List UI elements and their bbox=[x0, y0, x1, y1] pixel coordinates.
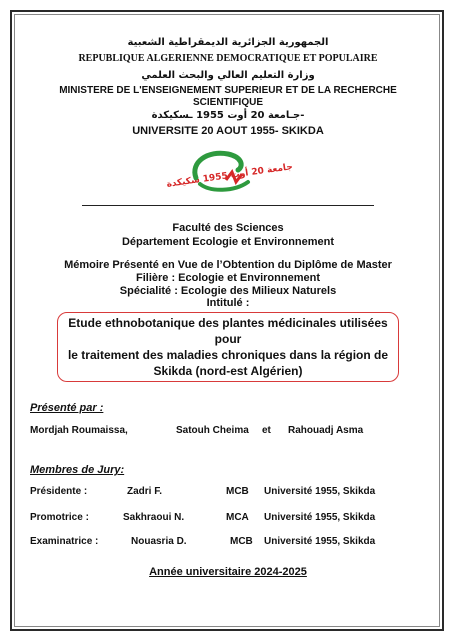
jury-role: Présidente : bbox=[30, 486, 88, 497]
jury-role: Promotrice : bbox=[30, 512, 89, 523]
ministry-line-2: SCIENTIFIQUE bbox=[192, 97, 263, 108]
jury-grade: MCA bbox=[226, 512, 249, 523]
ministry-line-1: MINISTERE DE L'ENSEIGNEMENT SUPERIEUR ET DE LA RECHERCHE bbox=[59, 85, 397, 96]
arabic-university-heading: جـامعة 20 أوت 1955 ـسكيكدة- bbox=[151, 110, 305, 121]
memoire-line: Mémoire Présenté en Vue de l’Obtention du Diplôme de Master bbox=[64, 259, 392, 271]
jury-grade: MCB bbox=[226, 486, 249, 497]
thesis-title-line-2: le traitement des maladies chroniques dans la région de bbox=[67, 348, 389, 362]
jury-name: Nouasria D. bbox=[131, 536, 187, 547]
jury-label: Membres de Jury: bbox=[30, 464, 125, 476]
republic-heading: REPUBLIQUE ALGERIENNE DEMOCRATIQUE ET POPULAIRE bbox=[78, 53, 378, 64]
university-heading: UNIVERSITE 20 AOUT 1955- SKIKDA bbox=[132, 125, 324, 137]
jury-university: Université 1955, Skikda bbox=[264, 486, 376, 497]
jury-name: Sakhraoui N. bbox=[123, 512, 185, 523]
filiere-line: Filière : Ecologie et Environnement bbox=[136, 272, 320, 284]
divider-line bbox=[82, 205, 374, 206]
author-1: Mordjah Roumaissa, bbox=[30, 425, 128, 436]
arabic-republic-heading: الجمهورية الجزائرية الديمقراطية الشعبية bbox=[127, 37, 329, 48]
thesis-title-line-3: Skikda (nord-est Algérien) bbox=[153, 364, 303, 378]
university-logo-icon bbox=[165, 148, 294, 196]
department-name: Département Ecologie et Environnement bbox=[121, 236, 335, 248]
specialite-line: Spécialité : Ecologie des Milieux Naturels bbox=[119, 285, 337, 297]
faculty-name: Faculté des Sciences bbox=[172, 222, 284, 234]
thesis-title-box bbox=[57, 312, 399, 382]
jury-name: Zadri F. bbox=[127, 486, 163, 497]
presented-by-label: Présenté par : bbox=[30, 402, 104, 414]
intitule-label: Intitulé : bbox=[206, 297, 250, 309]
author-3: Rahouadj Asma bbox=[288, 425, 364, 436]
academic-year: Année universitaire 2024-2025 bbox=[149, 566, 307, 578]
logo-text: جامعة 20 أوت 1955 سكيكدة bbox=[165, 162, 294, 190]
arabic-ministry-heading: وزارة التعليم العالي والبحث العلمي bbox=[141, 70, 315, 81]
author-2: Satouh Cheima bbox=[176, 425, 249, 436]
jury-university: Université 1955, Skikda bbox=[264, 536, 376, 547]
jury-role: Examinatrice : bbox=[30, 536, 99, 547]
jury-grade: MCB bbox=[230, 536, 253, 547]
author-conjunction: et bbox=[262, 425, 271, 436]
ministry-heading bbox=[0, 85, 456, 109]
thesis-title-line-1: Etude ethnobotanique des plantes médicinales utilisées pour bbox=[68, 316, 388, 346]
thesis-title bbox=[58, 315, 398, 379]
jury-university: Université 1955, Skikda bbox=[264, 512, 376, 523]
